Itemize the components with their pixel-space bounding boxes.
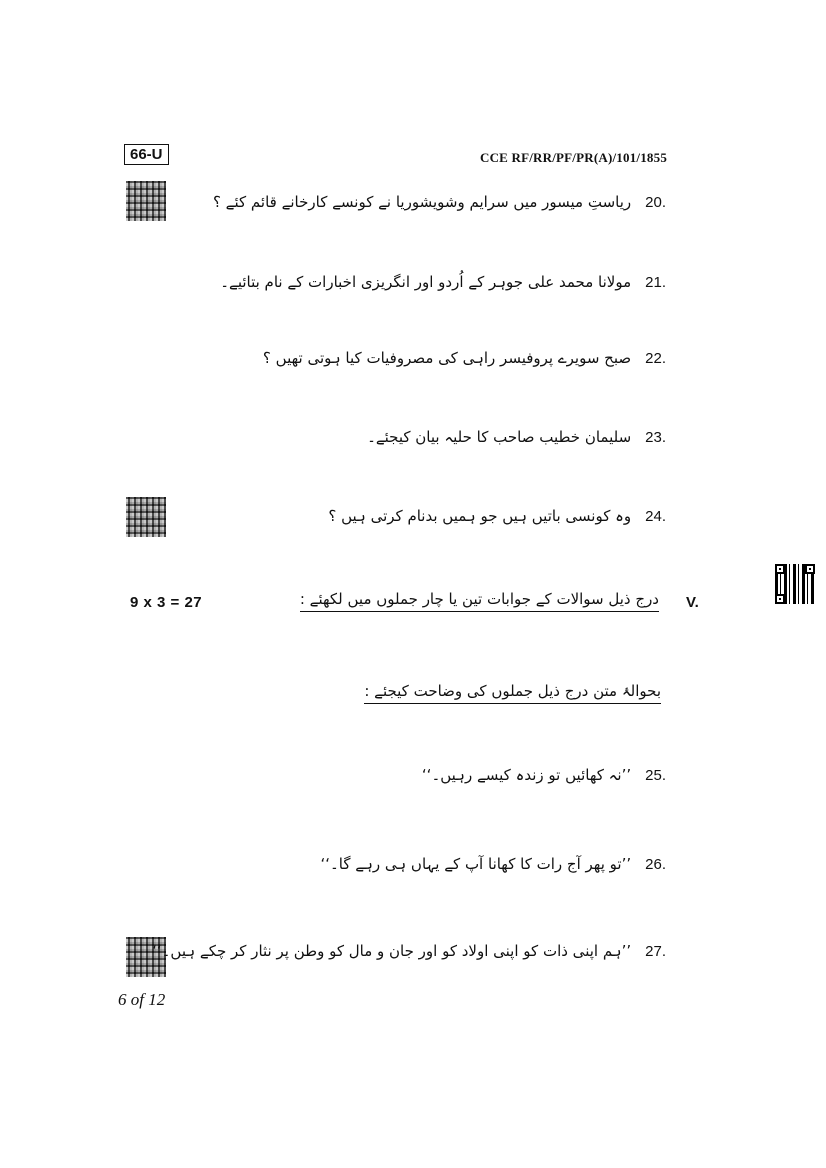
qr-code-icon	[126, 181, 166, 221]
question-number: 26.	[645, 856, 666, 873]
question-number: 21.	[645, 274, 666, 291]
question-text: صبح سویرے پروفیسر راہی کی مصروفیات کیا ہوتی تھیں ؟	[262, 349, 632, 367]
question-number: 20.	[645, 194, 666, 211]
question-number: 25.	[645, 767, 666, 784]
question-21	[220, 273, 666, 291]
question-20	[213, 193, 666, 211]
section-instruction: درج ذیل سوالات کے جوابات تین یا چار جملوں میں لکھئے :	[300, 590, 659, 612]
question-26	[320, 855, 666, 873]
question-number: 27.	[645, 943, 666, 960]
sub-instruction: بحوالۂ متن درج ذیل جملوں کی وضاحت کیجئے :	[364, 682, 661, 704]
question-22	[263, 349, 666, 367]
question-24	[328, 507, 666, 525]
question-text: ریاستِ میسور میں سرایم وشویشوریا نے کونسے کارخانے قائم کئے ؟	[212, 193, 632, 211]
qr-code-icon	[126, 497, 166, 537]
question-number: 24.	[645, 508, 666, 525]
question-text: سلیمان خطیب صاحب کا حلیہ بیان کیجئے۔	[367, 428, 632, 446]
question-text: ’’ہم اپنی ذات کو اپنی اولاد کو اور جان و مال کو وطن پر نثار کر چکے ہیں۔‘‘	[152, 942, 632, 960]
question-text: ’’تو پھر آج رات کا کھانا آپ کے یہاں ہی رہے گا۔‘‘	[320, 855, 632, 873]
question-23	[367, 428, 666, 446]
question-25	[422, 766, 666, 784]
exam-code: CCE RF/RR/PF/PR(A)/101/1855	[480, 150, 668, 165]
section-number: V.	[686, 594, 699, 611]
qr-code-icon	[775, 564, 815, 604]
question-text: وہ کونسی باتیں ہیں جو ہمیں بدنام کرتی ہیں ؟	[328, 507, 632, 525]
question-text: ’’نہ کھائیں تو زندہ کیسے رہیں۔‘‘	[421, 766, 632, 784]
paper-code-box: 66-U	[124, 144, 169, 165]
page-number: 6 of 12	[118, 990, 166, 1009]
section-marks: 9 x 3 = 27	[130, 594, 203, 611]
question-number: 23.	[645, 429, 666, 446]
question-text: مولانا محمد علی جوہر کے اُردو اور انگریزی اخبارات کے نام بتائیے۔	[220, 273, 632, 291]
question-27	[152, 942, 666, 960]
question-number: 22.	[645, 350, 666, 367]
